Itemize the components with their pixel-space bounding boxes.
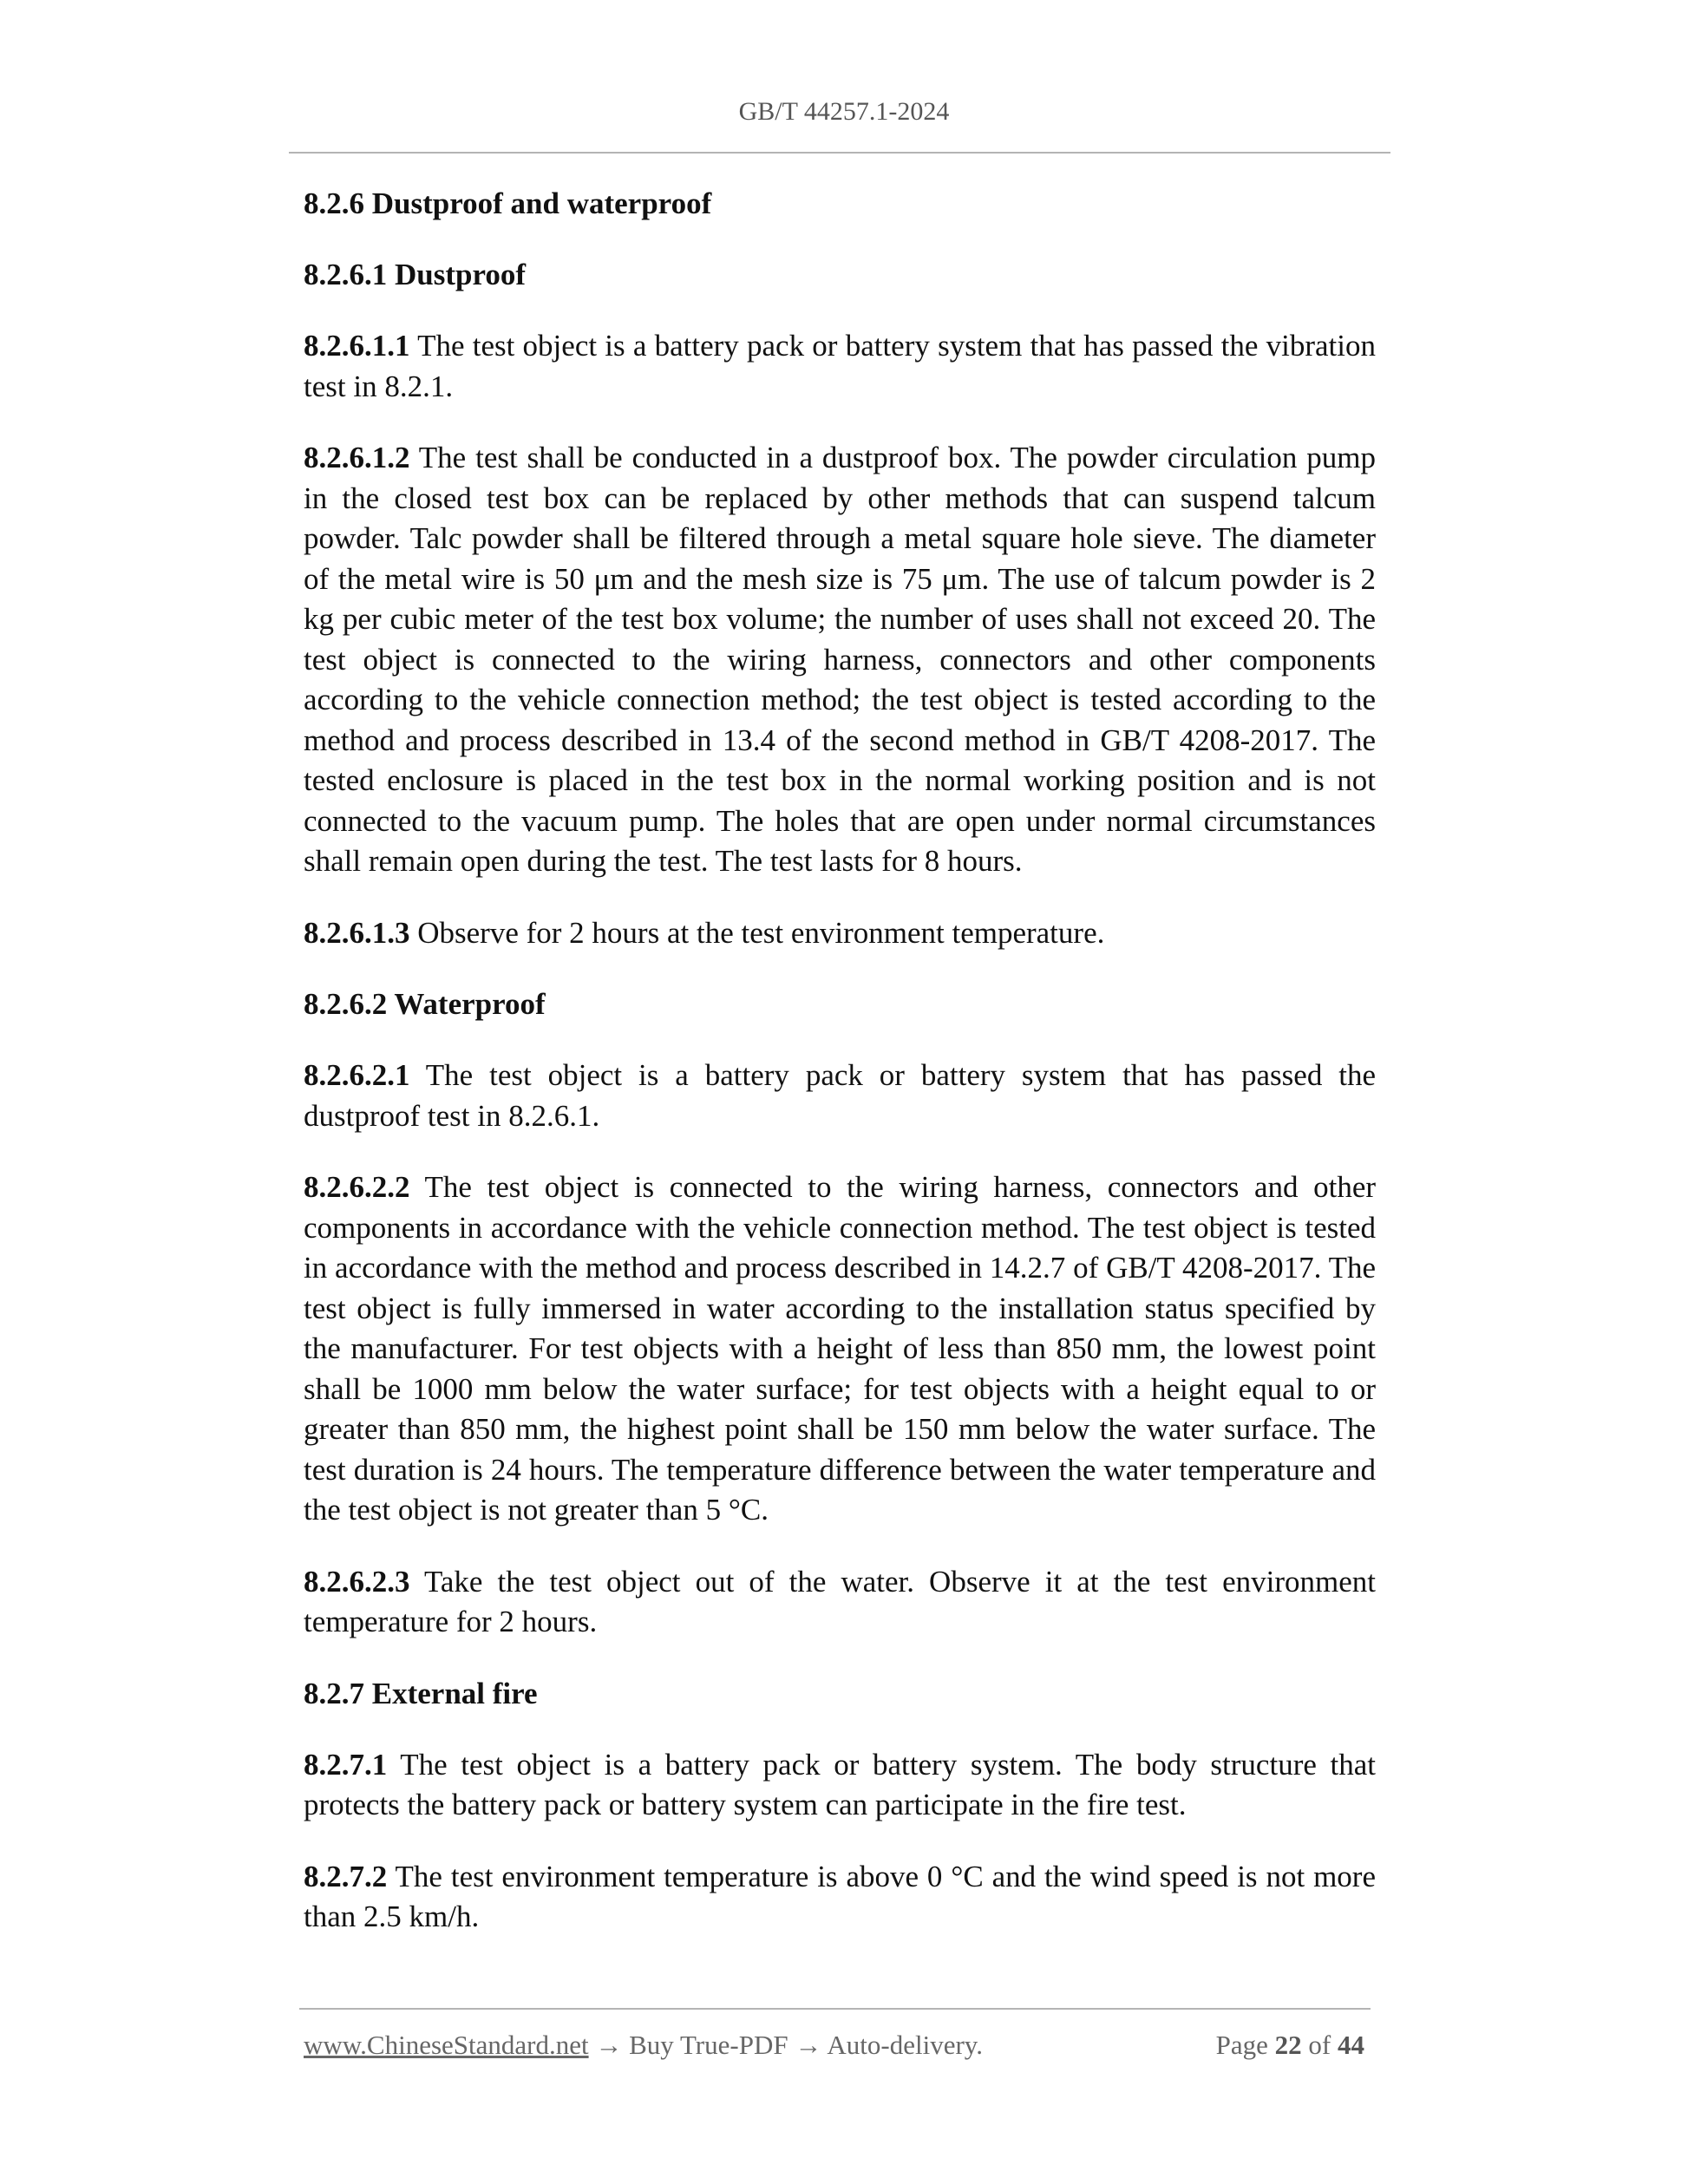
- clause-paragraph: [304, 1167, 1376, 1531]
- document-body: [304, 184, 1376, 1969]
- clause-text: The test shall be conducted in a dustproof box. The powder circulation pump in the closed test box can be replaced by other methods that can suspend talcum powder. Talc powder shall be filtered through a metal square hole sieve. The diameter of the metal wire is 50 μm and the mesh size is 75 μm. The use of talcum powder is 2 kg per cubic meter of the test box volume; the number of uses shall not exceed 20. The test object is connected to the wiring harness, connectors and other components according to the vehicle connection method; the test object is tested according to the method and process described in 13.4 of the second method in GB/T 4208-2017. The tested enclosure is placed in the test box in the normal working position and is not connected to the vacuum pump. The holes that are open under normal circumstances shall remain open during the test. The test lasts for 8 hours.: [304, 441, 1376, 878]
- page-indicator: [1216, 2030, 1364, 2061]
- clause-number: 8.2.6.1.1: [304, 329, 410, 363]
- clause-paragraph: [304, 913, 1376, 954]
- clause-number: 8.2.7.1: [304, 1747, 388, 1782]
- arrow-icon: →: [795, 2030, 822, 2060]
- auto-delivery-text: Auto-delivery.: [827, 2030, 984, 2060]
- header-divider: [289, 152, 1390, 154]
- clause-number: 8.2.6.2.3: [304, 1564, 410, 1599]
- clause-number: 8.2.6.2.2: [304, 1170, 410, 1204]
- clause-text: Observe for 2 hours at the test environment temperature.: [417, 915, 1105, 950]
- clause-text: The test object is connected to the wiring harness, connectors and other components in accordance with the vehicle connection method. The test object is tested in accordance with the method and process described in 14.2.7 of GB/T 4208-2017. The test object is fully immersed in water according to the installation status specified by the manufacturer. For test objects with a height of less than 850 mm, the lowest point shall be 1000 mm below the water surface; for test objects with a height equal to or greater than 850 mm, the highest point shall be 150 mm below the water surface. The test duration is 24 hours. The temperature difference between the water temperature and the test object is not greater than 5 °C.: [304, 1170, 1377, 1527]
- clause-paragraph: [304, 1857, 1376, 1938]
- arrow-icon: →: [595, 2030, 623, 2060]
- of-label: of: [1308, 2030, 1331, 2060]
- section-heading: 8.2.7 External fire: [304, 1676, 538, 1710]
- clause-paragraph: [304, 438, 1376, 882]
- footer-divider: [299, 2008, 1371, 2010]
- clause-number: 8.2.6.2.1: [304, 1058, 410, 1092]
- clause-number: 8.2.7.2: [304, 1859, 388, 1893]
- clause-text: The test object is a battery pack or battery system that has passed the vibration test in 8.2.1.: [304, 329, 1376, 403]
- page-header-title: GB/T 44257.1-2024: [738, 97, 950, 126]
- section-heading: 8.2.6.1 Dustproof: [304, 258, 527, 291]
- footer-promo: [304, 2030, 983, 2061]
- clause-text: The test object is a battery pack or battery system. The body structure that protects the battery pack or battery system can participate in the fire test.: [304, 1747, 1376, 1821]
- clause-paragraph: [304, 1562, 1376, 1643]
- page-label: Page: [1215, 2030, 1268, 2060]
- clause-number: 8.2.6.1.2: [304, 441, 410, 474]
- website-link[interactable]: www.ChineseStandard.net: [304, 2030, 589, 2060]
- clause-number: 8.2.6.1.3: [304, 915, 410, 950]
- clause-paragraph: [304, 1745, 1376, 1826]
- section-heading: 8.2.6 Dustproof and waterproof: [304, 186, 712, 220]
- section-heading: 8.2.6.2 Waterproof: [304, 987, 546, 1021]
- page-number: 22: [1274, 2030, 1302, 2060]
- total-pages: 44: [1338, 2030, 1364, 2060]
- clause-paragraph: [304, 1056, 1376, 1136]
- clause-text: The test object is a battery pack or battery system that has passed the dustproof test in 8.2.6.1.: [304, 1058, 1376, 1133]
- clause-paragraph: [304, 326, 1376, 407]
- buy-true-pdf-text: Buy True-PDF: [629, 2030, 788, 2060]
- clause-text: Take the test object out of the water. Observe it at the test environment temperature for 2 hours.: [304, 1564, 1376, 1638]
- clause-text: The test environment temperature is above 0 °C and the wind speed is not more than 2.5 km/h.: [304, 1859, 1376, 1933]
